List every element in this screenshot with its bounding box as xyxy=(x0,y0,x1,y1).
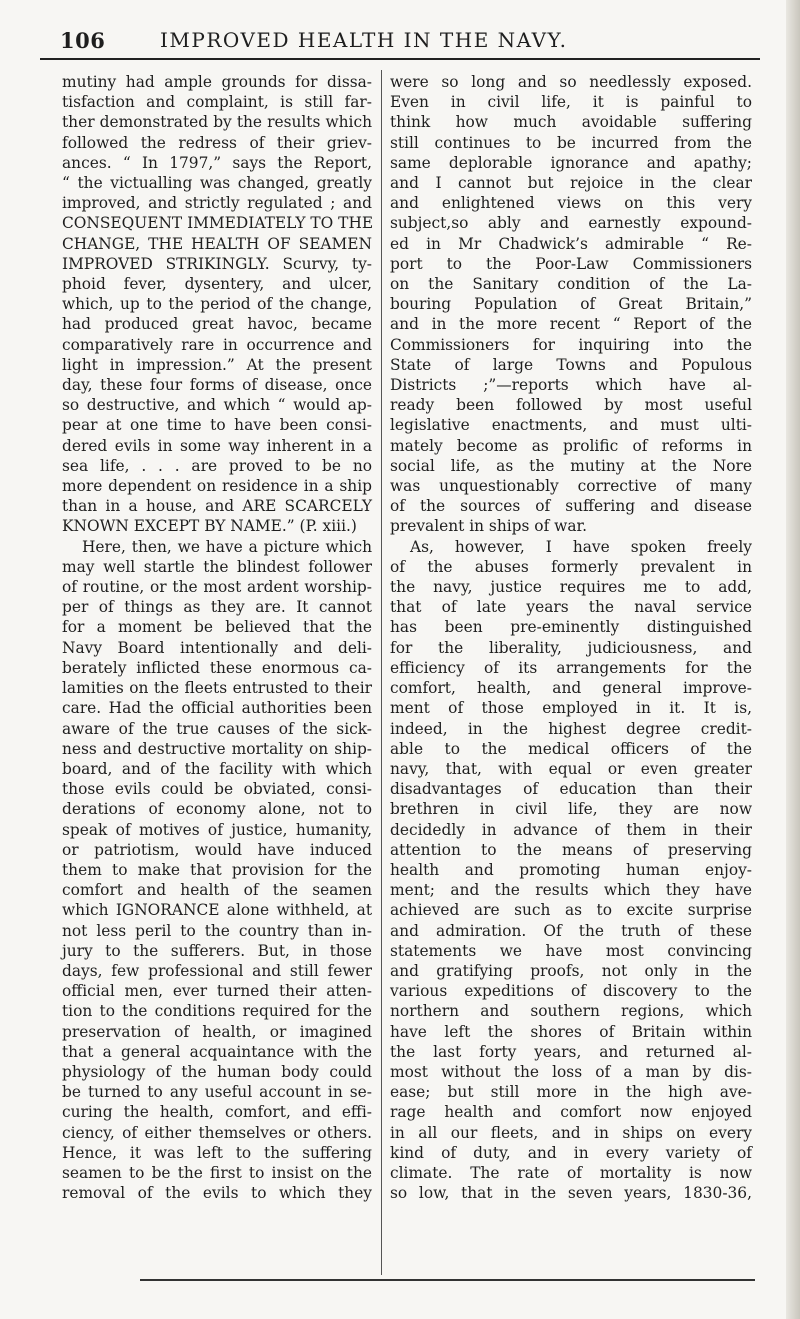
text-line: that of late years the naval service xyxy=(390,598,752,617)
text-line: improved, and strictly regulated ; and xyxy=(62,194,372,213)
text-line: comparatively rare in occurrence and xyxy=(62,335,372,354)
text-line: State of large Towns and Populous xyxy=(390,355,752,374)
book-page xyxy=(40,12,775,1312)
text-line: ances. “ In 1797,” says the Report, xyxy=(62,153,372,172)
text-line: and admiration. Of the truth of these xyxy=(390,921,752,940)
text-line: various expeditions of discovery to the xyxy=(390,982,752,1001)
text-line: attention to the means of preserving xyxy=(390,840,752,859)
text-line: so low, that in the seven years, 1830-36, xyxy=(390,1184,752,1203)
text-line: statements we have most convincing xyxy=(390,941,752,960)
text-line: tisfaction and complaint, is still far- xyxy=(62,93,372,112)
text-line: disadvantages of education than their xyxy=(390,780,752,799)
text-line: dered evils in some way inherent in a xyxy=(62,436,372,455)
text-line: of routine, or the most ardent worship- xyxy=(62,578,372,597)
text-line: followed the redress of their griev- xyxy=(62,133,372,152)
text-line: preservation of health, or imagined xyxy=(62,1022,372,1041)
text-line: of the sources of suffering and disease xyxy=(390,497,752,516)
text-line: pear at one time to have been consi- xyxy=(62,416,372,435)
text-line: speak of motives of justice, humanity, xyxy=(62,820,372,839)
text-line: sea life, . . . are proved to be no xyxy=(62,456,372,475)
text-line: mutiny had ample grounds for dissa- xyxy=(62,73,372,91)
text-line: be turned to any useful account in se- xyxy=(62,1083,372,1102)
text-line: than in a house, and ARE SCARCELY xyxy=(62,497,372,516)
text-line: derations of economy alone, not to xyxy=(62,800,372,819)
text-line: day, these four forms of disease, once xyxy=(62,376,372,395)
text-line: or patriotism, would have induced xyxy=(62,840,372,859)
text-line: official men, ever turned their atten- xyxy=(62,982,372,1001)
text-line: CONSEQUENT IMMEDIATELY TO THE xyxy=(62,214,374,233)
text-line: has been pre-eminently distinguished xyxy=(390,618,752,637)
text-line: board, and of the facility with which xyxy=(62,759,372,778)
text-line: able to the medical officers of the xyxy=(390,739,752,758)
text-line: and gratifying proofs, not only in the xyxy=(390,961,752,980)
text-line: which IGNORANCE alone withheld, at xyxy=(62,901,372,920)
text-line: health and promoting human enjoy- xyxy=(390,860,752,879)
text-line: think how much avoidable suffering xyxy=(390,113,752,132)
text-line: ment of those employed in it. It is, xyxy=(390,699,752,718)
text-line: port to the Poor-Law Commissioners xyxy=(390,254,752,273)
column-divider xyxy=(381,70,382,1275)
text-line: social life, as the mutiny at the Nore xyxy=(390,456,752,475)
text-line: “ the victualling was changed, greatly xyxy=(62,174,372,193)
text-line: the last forty years, and returned al- xyxy=(390,1042,752,1061)
text-line: ment; and the results which they have xyxy=(390,881,752,900)
text-line: aware of the true causes of the sick- xyxy=(62,719,372,738)
page-header xyxy=(40,22,760,60)
text-line: in all our fleets, and in ships on every xyxy=(390,1123,752,1142)
text-line: ness and destructive mortality on ship- xyxy=(62,739,372,758)
text-line: decidedly in advance of them in their xyxy=(390,820,752,839)
text-line: Hence, it was left to the suffering xyxy=(62,1143,372,1162)
text-line: ther demonstrated by the results which xyxy=(62,113,372,132)
text-line: prevalent in ships of war. xyxy=(390,517,588,536)
text-line: bouring Population of Great Britain,” xyxy=(390,295,752,314)
text-line: berately inflicted these enormous ca- xyxy=(62,658,372,677)
page-number: 106 xyxy=(60,28,106,53)
text-line: care. Had the official authorities been xyxy=(62,699,372,718)
text-line: mately become as prolific of reforms in xyxy=(390,436,752,455)
text-line: still continues to be incurred from the xyxy=(390,133,752,152)
text-line: KNOWN EXCEPT BY NAME.” (P. xiii.) xyxy=(62,517,357,536)
text-line: kind of duty, and in every variety of xyxy=(390,1143,752,1162)
text-line: Here, then, we have a picture which xyxy=(82,537,372,556)
text-line: subject,so ably and earnestly expound- xyxy=(390,214,752,233)
text-line: for a moment be believed that the xyxy=(62,618,372,637)
text-line: Even in civil life, it is painful to xyxy=(390,93,752,112)
text-line: had produced great havoc, became xyxy=(62,315,372,334)
right-text-column xyxy=(390,72,752,1203)
text-line: and in the more recent “ Report of the xyxy=(390,315,752,334)
text-line: ed in Mr Chadwick’s admirable “ Re- xyxy=(390,234,752,253)
text-line: physiology of the human body could xyxy=(62,1062,372,1081)
text-line: days, few professional and still fewer xyxy=(62,961,372,980)
text-line: of the abuses formerly prevalent in xyxy=(390,557,752,576)
left-text-column xyxy=(62,72,372,1203)
text-line: not less peril to the country than in- xyxy=(62,921,372,940)
text-line: seamen to be the first to insist on the xyxy=(62,1163,372,1182)
text-line: phoid fever, dysentery, and ulcer, xyxy=(62,275,372,294)
text-line: navy, that, with equal or even greater xyxy=(390,759,752,778)
text-line: ease; but still more in the high ave- xyxy=(390,1083,752,1102)
text-line: curing the health, comfort, and effi- xyxy=(62,1103,372,1122)
text-line: indeed, in the highest degree credit- xyxy=(390,719,752,738)
text-line: removal of the evils to which they xyxy=(62,1184,372,1203)
text-line: ciency, of either themselves or others. xyxy=(62,1123,372,1142)
text-line: and enlightened views on this very xyxy=(390,194,752,213)
text-line: them to make that provision for the xyxy=(62,860,372,879)
text-line: brethren in civil life, they are now xyxy=(390,800,752,819)
text-line: most without the loss of a man by dis- xyxy=(390,1062,752,1081)
text-line: which, up to the period of the change, xyxy=(62,295,372,314)
text-line: Commissioners for inquiring into the xyxy=(390,335,752,354)
text-line: was unquestionably corrective of many xyxy=(390,477,752,496)
text-line: comfort and health of the seamen xyxy=(62,881,372,900)
text-line: CHANGE, THE HEALTH OF SEAMEN xyxy=(62,234,372,253)
bottom-rule xyxy=(140,1279,755,1281)
text-line: comfort, health, and general improve- xyxy=(390,679,752,698)
text-line: northern and southern regions, which xyxy=(390,1002,752,1021)
text-line: jury to the sufferers. But, in those xyxy=(62,941,372,960)
text-line: have left the shores of Britain within xyxy=(390,1022,752,1041)
running-title: IMPROVED HEALTH IN THE NAVY. xyxy=(160,28,568,52)
text-line: so destructive, and which “ would ap- xyxy=(62,396,372,415)
text-line: per of things as they are. It cannot xyxy=(62,598,372,617)
text-line: Districts ;”—reports which have al- xyxy=(390,376,752,395)
text-line: IMPROVED STRIKINGLY. Scurvy, ty- xyxy=(62,254,372,273)
text-line: climate. The rate of mortality is now xyxy=(390,1163,752,1182)
text-line: those evils could be obviated, consi- xyxy=(62,780,372,799)
text-line: same deplorable ignorance and apathy; xyxy=(390,153,752,172)
text-line: light in impression.” At the present xyxy=(62,355,372,374)
text-line: on the Sanitary condition of the La- xyxy=(390,275,752,294)
text-line: tion to the conditions required for the xyxy=(62,1002,372,1021)
text-line: may well startle the blindest follower xyxy=(62,557,372,576)
text-line: more dependent on residence in a ship xyxy=(62,477,372,496)
text-line: legislative enactments, and must ulti- xyxy=(390,416,752,435)
text-line: lamities on the fleets entrusted to their xyxy=(62,679,372,698)
text-line: achieved are such as to excite surprise xyxy=(390,901,752,920)
text-line: ready been followed by most useful xyxy=(390,396,752,415)
text-line: the navy, justice requires me to add, xyxy=(390,578,752,597)
text-line: efficiency of its arrangements for the xyxy=(390,658,752,677)
text-line: Navy Board intentionally and deli- xyxy=(62,638,372,657)
text-line: As, however, I have spoken freely xyxy=(410,537,752,556)
page-edge-shadow xyxy=(786,0,800,1319)
text-line: that a general acquaintance with the xyxy=(62,1042,372,1061)
text-line: rage health and comfort now enjoyed xyxy=(390,1103,752,1122)
text-line: for the liberality, judiciousness, and xyxy=(390,638,752,657)
text-line: and I cannot but rejoice in the clear xyxy=(390,174,752,193)
text-line: were so long and so needlessly exposed. xyxy=(390,73,752,91)
